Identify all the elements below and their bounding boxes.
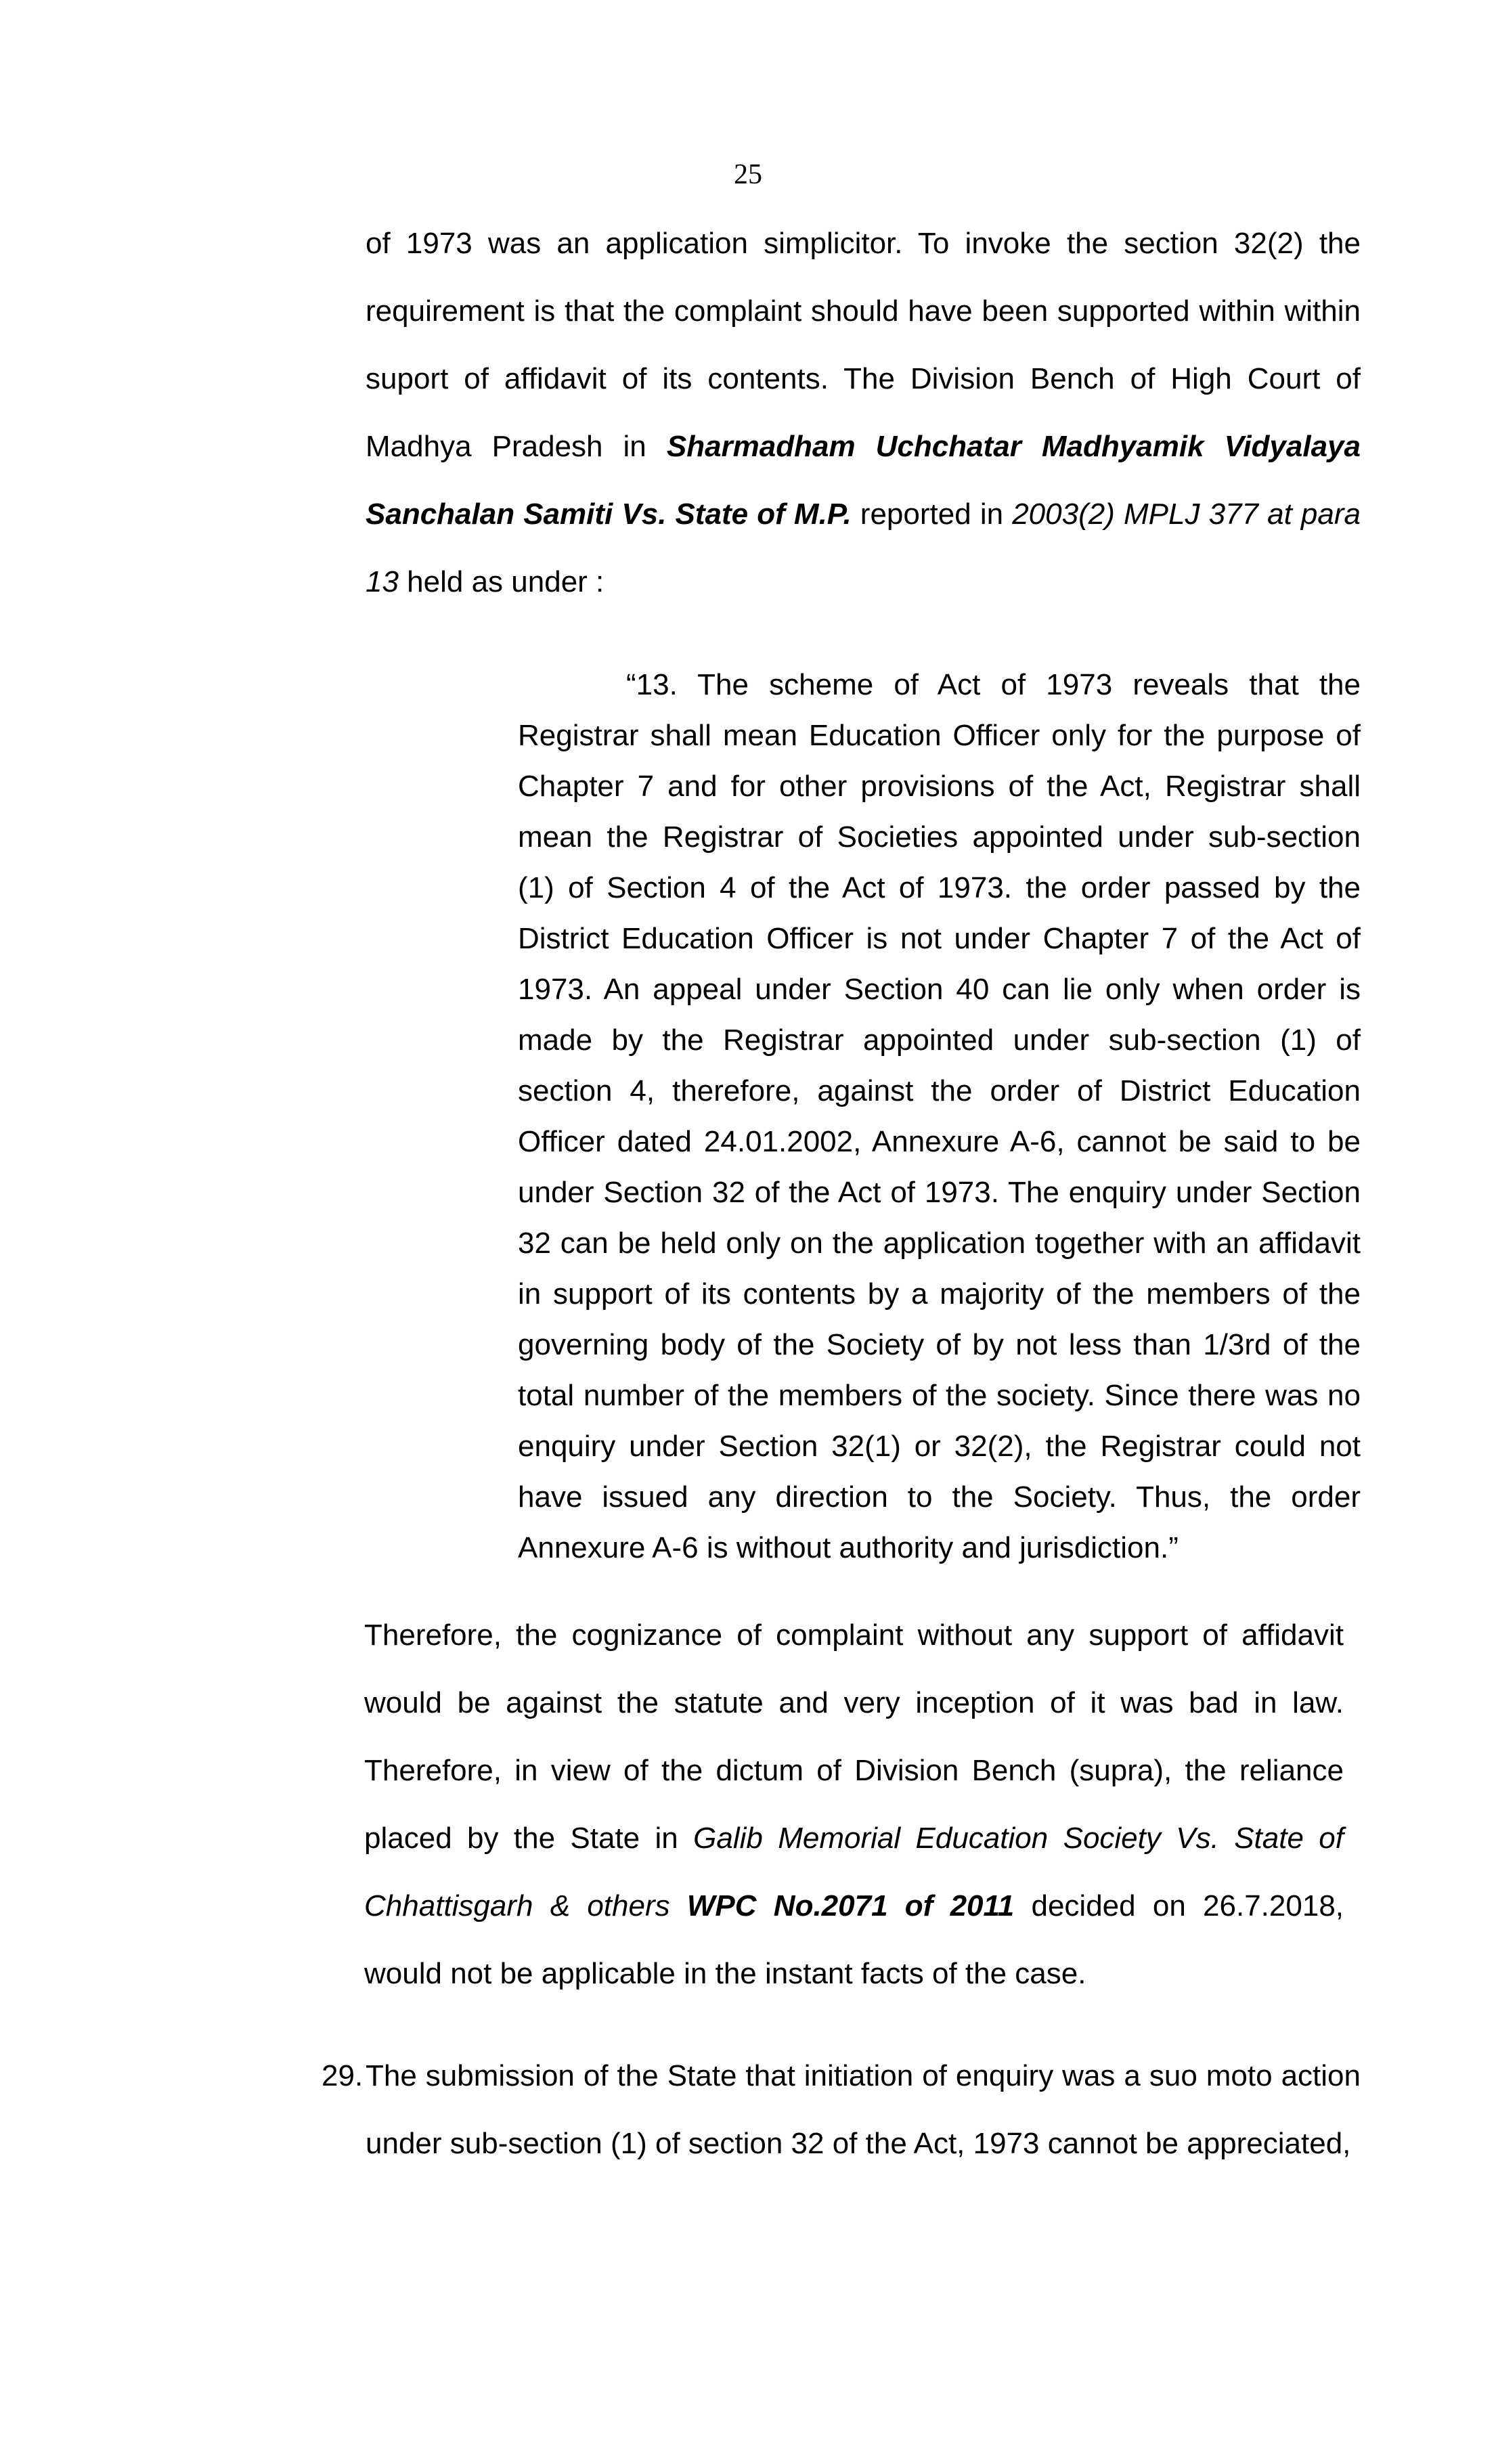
paragraph-number: 29. — [322, 2059, 364, 2092]
paragraph-continuation — [366, 210, 1361, 616]
para1-text-3: held as under : — [398, 565, 604, 598]
para2-text-3: decided on 26.7.2018, would not be applicable in the instant facts of the case. — [364, 1889, 1344, 1990]
paragraph-29 — [322, 2042, 1361, 2178]
page-number: 25 — [734, 159, 762, 190]
paragraph-29-text: The submission of the State that initiation of enquiry was a suo moto action under sub-section (1) of section 32 of the Act, 1973 cannot be appreciated, — [366, 2059, 1361, 2160]
paragraph-therefore — [364, 1602, 1344, 2008]
citation-mplj: 2003(2) MPLJ 377 at para 13 — [366, 498, 1361, 598]
wpc-number: WPC No.2071 of 2011 — [686, 1889, 1015, 1922]
para2-text-1: Therefore, the cognizance of complaint without any support of affidavit would be against the statute and very inception of it was bad in law. Therefore, in view of the dictum of Division Bench (supra), the reliance placed by the State in — [364, 1619, 1344, 1855]
para1-text-2: reported in — [851, 498, 1013, 531]
para1-text-1: of 1973 was an application simplicitor. To invoke the section 32(2) the requirement is that the complaint should have been supported within within suport of affidavit of its contents. The Division Bench of High Court of Madhya Pradesh in — [366, 227, 1361, 463]
quoted-judgment-para-13: “13. The scheme of Act of 1973 reveals that the Registrar shall mean Education Officer only for the purpose of Chapter 7 and for other provisions of the Act, Registrar shall mean the Registrar of Societies appointed under sub-section (1) of Section 4 of the Act of 1973. the order passed by the District Education Officer is not under Chapter 7 of the Act of 1973. An appeal under Section 40 can lie only when order is made by the Registrar appointed under sub-section (1) of section 4, therefore, against the order of District Education Officer dated 24.01.2002, Annexure A-6, cannot be said to be under Section 32 of the Act of 1973. The enquiry under Section 32 can be held only on the application together with an affidavit in support of its contents by a majority of the members of the governing body of the Society of by not less than 1/3rd of the total number of the members of the society. Since there was no enquiry under Section 32(1) or 32(2), the Registrar could not have issued any direction to the Society. Thus, the order Annexure A-6 is without authority and jurisdiction.” — [518, 668, 1361, 1564]
para2-text-2 — [670, 1889, 687, 1922]
case-name-galib: Galib Memorial Education Society Vs. State of Chhattisgarh & others — [364, 1822, 1344, 1922]
case-name-sharmadham: Sharmadham Uchchatar Madhyamik Vidyalaya Sanchalan Samiti Vs. State of M.P. — [366, 430, 1361, 531]
